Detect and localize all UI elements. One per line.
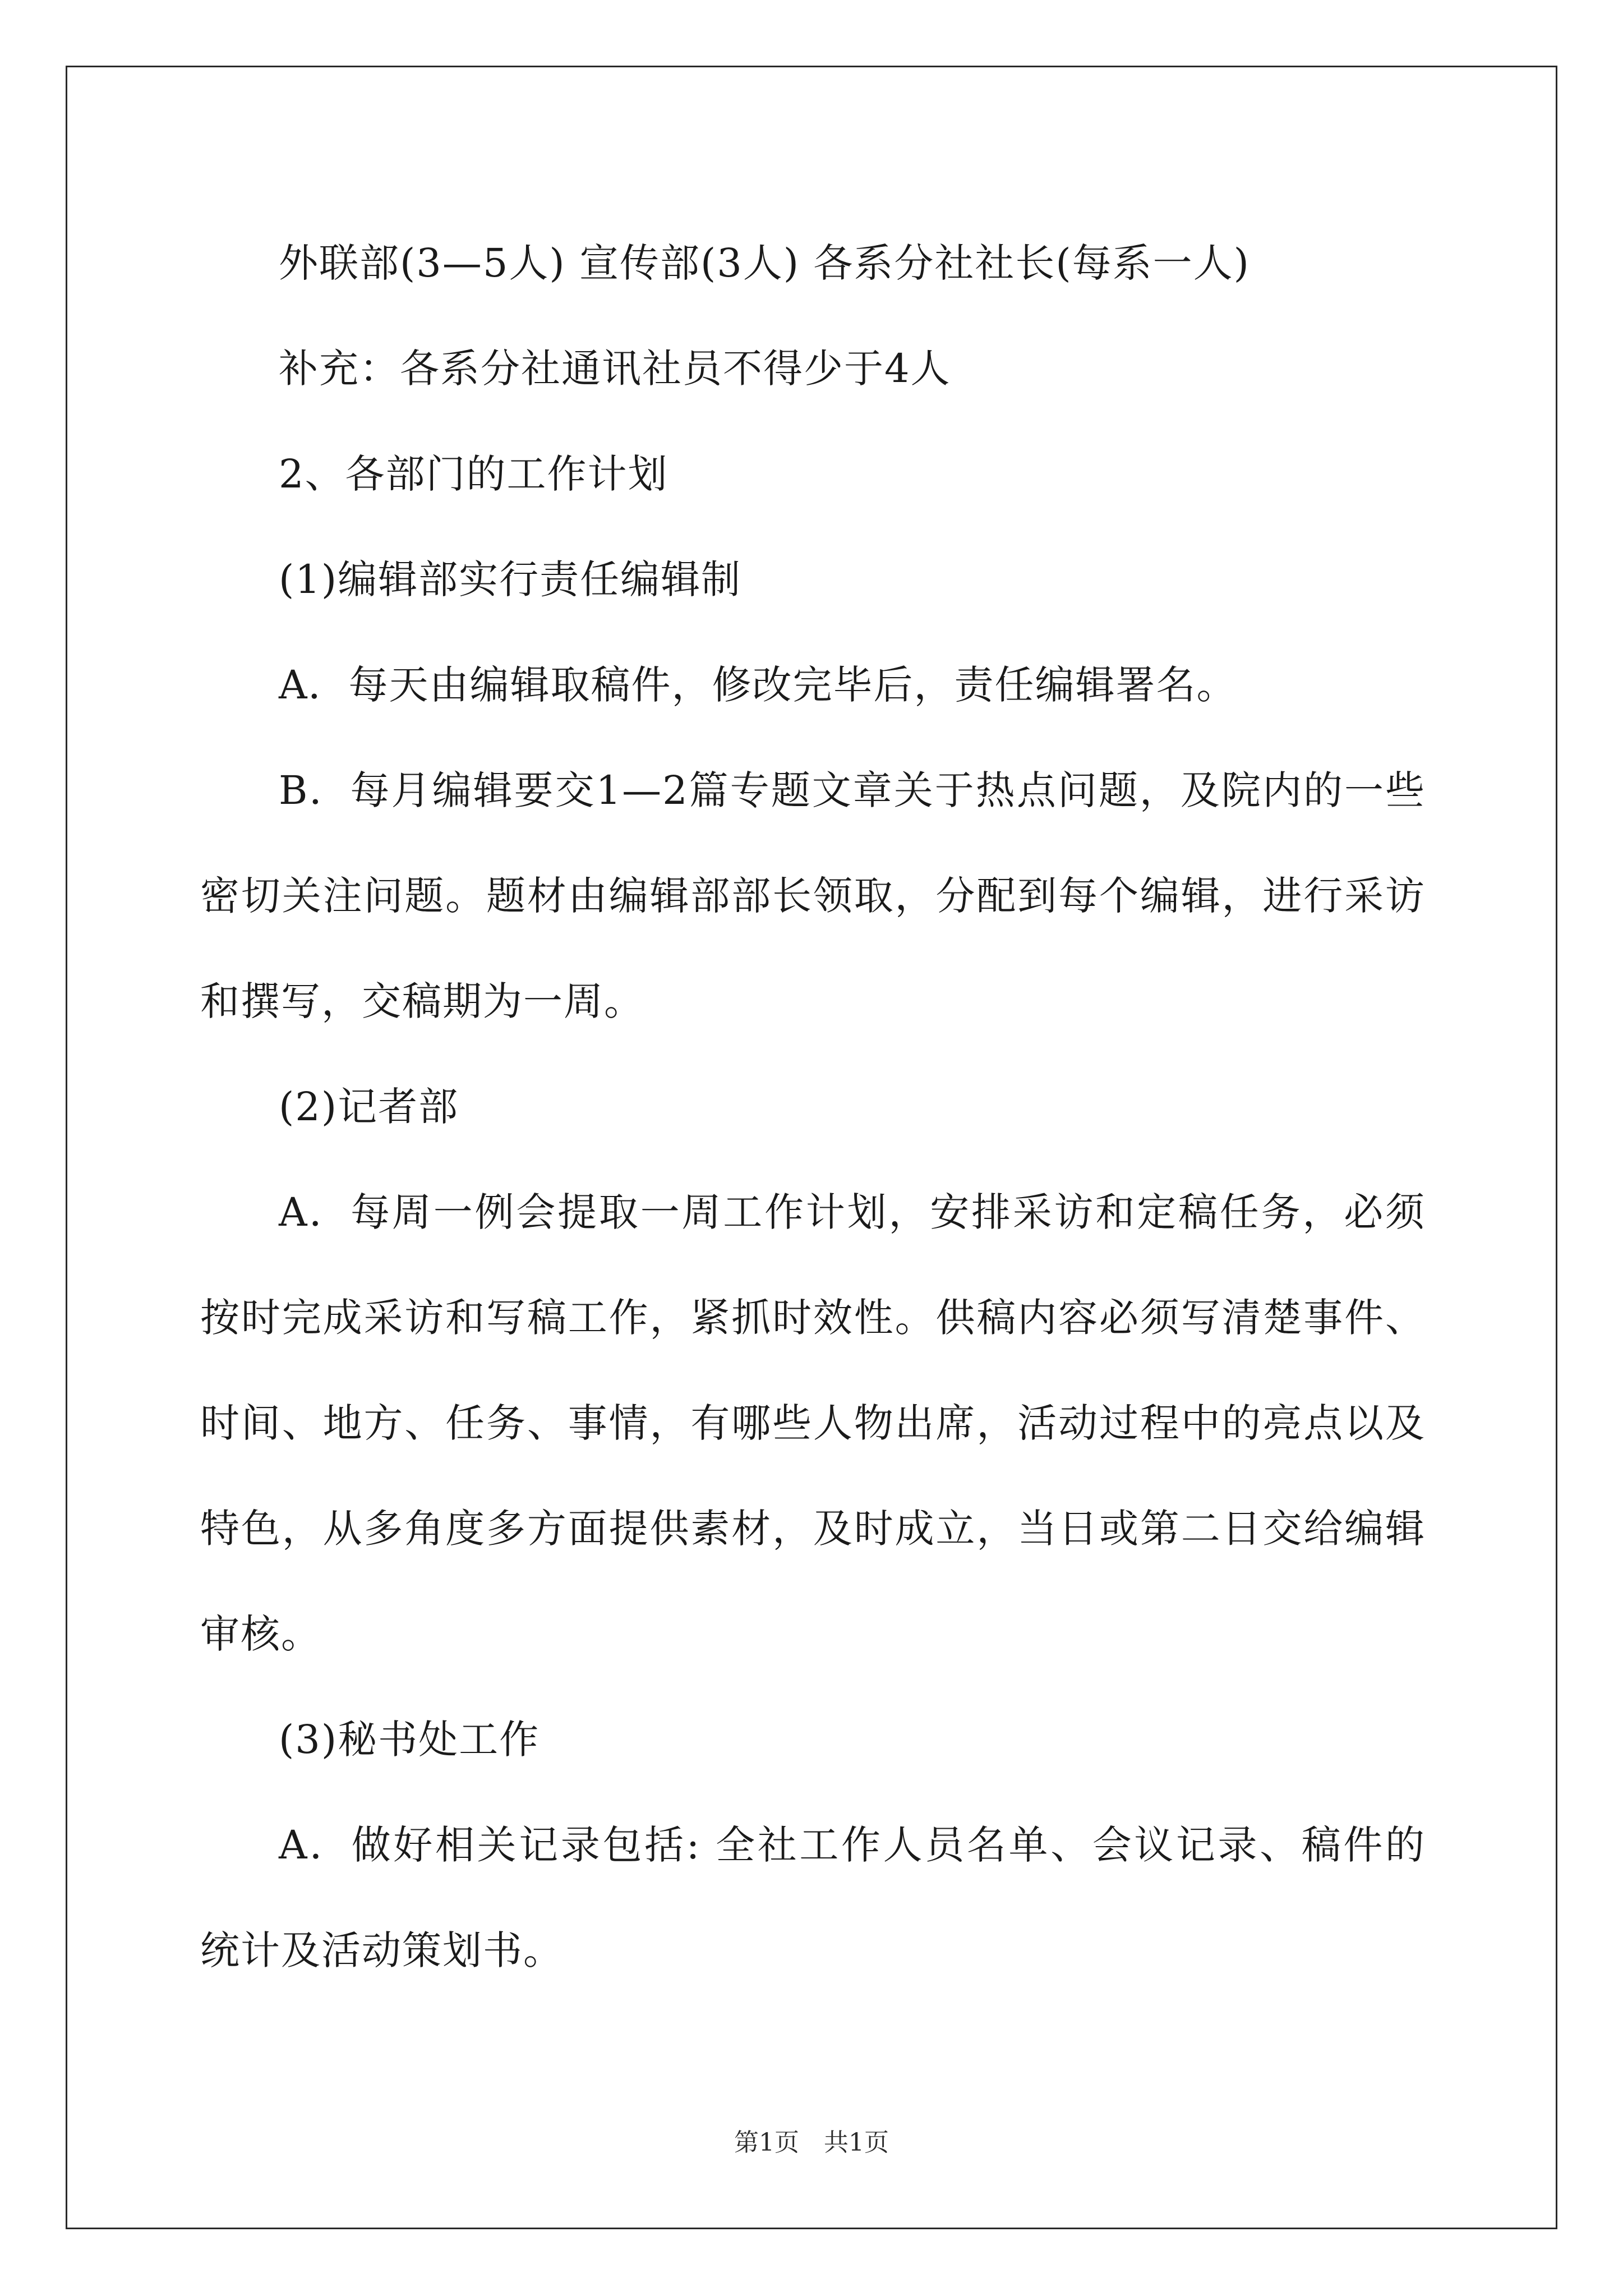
- paragraph-departments: 外联部(3—5人) 宣传部(3人) 各系分社社长(每系一人): [279, 240, 1250, 286]
- paragraph-reporter-a: A．每周一例会提取一周工作计划，安排采访和定稿任务，必须按时完成采访和写稿工作，紧抓时效性。供稿内容必须写清楚事件、时间、地方、任务、事情，有哪些人物出席，活动过程中的亮点以及特色，从多角度多方面提供素材，及时成立，当日或第二日交给编辑审核。: [200, 1189, 1426, 1657]
- document-body: [200, 210, 1426, 2003]
- paragraph-secretariat-a: A．做好相关记录包括: 全社工作人员名单、会议记录、稿件的统计及活动策划书。: [200, 1822, 1426, 1973]
- page-footer: 第1页 共1页: [734, 2128, 889, 2157]
- paragraph-supplement: 补充：各系分社通讯社员不得少于4人: [279, 346, 951, 392]
- paragraph-editorial-a: A．每天由编辑取稿件，修改完毕后，责任编辑署名。: [279, 662, 1237, 708]
- heading-reporter-dept: (2)记者部: [279, 1084, 459, 1130]
- heading-work-plan: 2、各部门的工作计划: [279, 451, 668, 497]
- heading-secretariat: (3)秘书处工作: [279, 1717, 540, 1763]
- paragraph-editorial-b: B．每月编辑要交1—2篇专题文章关于热点问题，及院内的一些密切关注问题。题材由编辑部部长领取，分配到每个编辑，进行采访和撰写，交稿期为一周。: [200, 767, 1426, 1024]
- heading-editorial-dept: (1)编辑部实行责任编辑制: [279, 556, 742, 602]
